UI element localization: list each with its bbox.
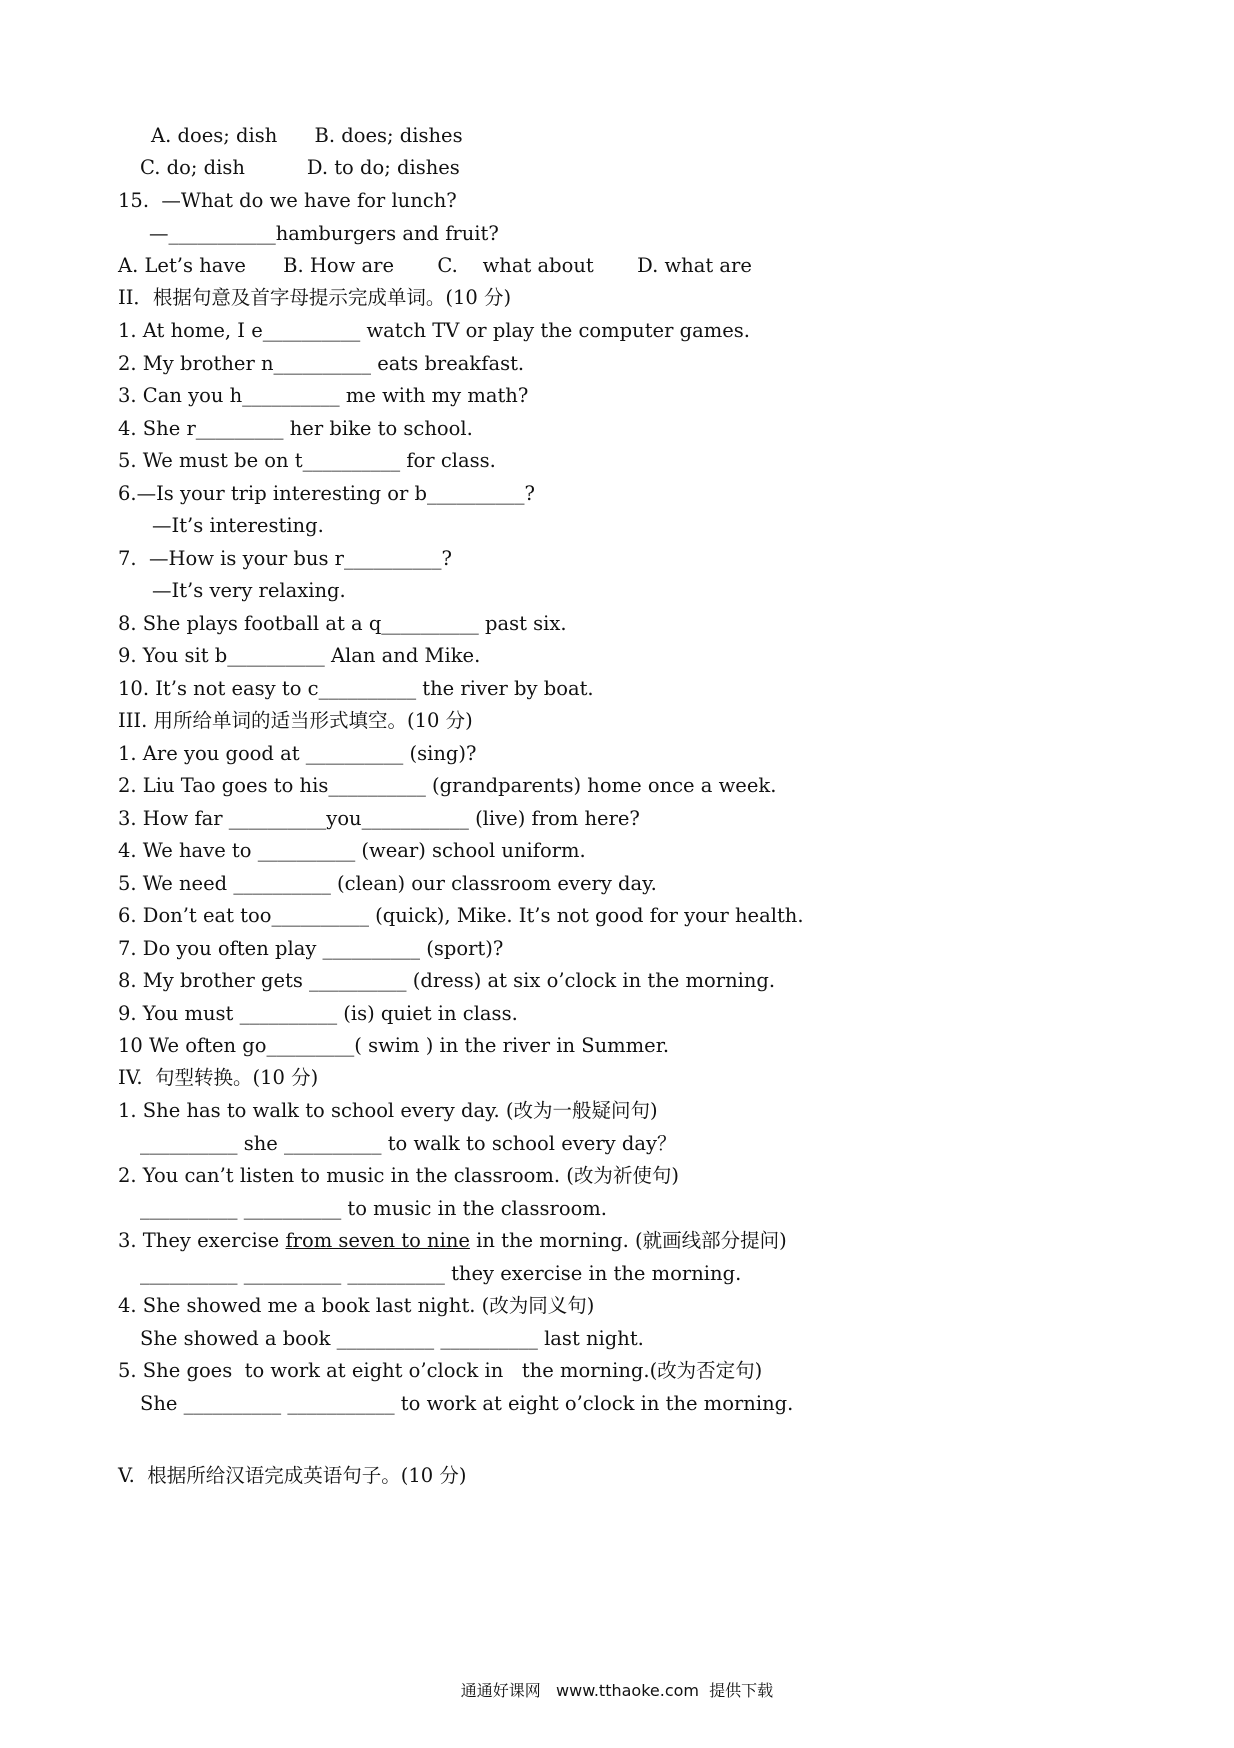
q15-answer: —___________hamburgers and fruit?: [149, 222, 499, 245]
section3-heading: III. 用所给单词的适当形式填空。(10 分): [118, 709, 473, 732]
section2-item-7-answer: —It’s very relaxing.: [152, 579, 346, 602]
q15-options: A. Let’s have B. How are C. what about D. what are: [118, 254, 752, 277]
section4-q2: 2. You can’t listen to music in the classroom. (改为祈使句): [118, 1164, 679, 1187]
section2-heading: II．根据句意及首字母提示完成单词。(10 分): [118, 286, 512, 309]
section3-item-1: 1. Are you good at __________ (sing)?: [118, 742, 477, 765]
section2-item-9: 9. You sit b__________ Alan and Mike.: [118, 644, 481, 667]
section3-item-10: 10 We often go_________( swim ) in the river in Summer.: [118, 1034, 670, 1057]
section4-q3-suffix: in the morning. (就画线部分提问): [469, 1229, 787, 1252]
section4-q5: 5. She goes to work at eight o’clock in the morning.(改为否定句): [118, 1359, 763, 1382]
section4-heading: IV. 句型转换。(10 分): [118, 1066, 319, 1089]
section4-q3: [118, 1231, 787, 1251]
section4-q1-answer: __________ she __________ to walk to school every day？: [140, 1132, 677, 1155]
section2-item-6-answer: —It’s interesting.: [152, 514, 324, 537]
section2-item-2: 2. My brother n__________ eats breakfast.: [118, 352, 525, 375]
section3-item-2: 2. Liu Tao goes to his__________ (grandparents) home once a week.: [118, 774, 777, 797]
section2-item-7: 7. —How is your bus r__________?: [118, 547, 452, 570]
section3-item-6: 6. Don’t eat too__________ (quick), Mike. It’s not good for your health.: [118, 904, 804, 927]
section4-q1: 1. She has to walk to school every day. (改为一般疑问句): [118, 1099, 658, 1122]
section2-item-8: 8. She plays football at a q__________ past six.: [118, 612, 567, 635]
section3-item-5: 5. We need __________ (clean) our classroom every day.: [118, 872, 657, 895]
section2-item-4: 4. She r_________ her bike to school.: [118, 417, 473, 440]
section5-heading: V. 根据所给汉语完成英语句子。(10 分): [118, 1464, 467, 1487]
section4-q2-answer: __________ __________ to music in the classroom.: [140, 1197, 608, 1220]
section3-item-9: 9. You must __________ (is) quiet in class.: [118, 1002, 518, 1025]
q15-question: 15. —What do we have for lunch?: [118, 189, 457, 212]
section4-q5-answer: She __________ ___________ to work at eight o’clock in the morning.: [140, 1392, 794, 1415]
section4-q4-answer: She showed a book __________ __________ last night.: [140, 1327, 644, 1350]
page-footer: 通通好课网 www.tthaoke.com 提供下载: [460, 1681, 774, 1700]
section2-item-5: 5. We must be on t__________ for class.: [118, 449, 496, 472]
section3-item-3: 3. How far __________you___________ (live) from here?: [118, 807, 640, 830]
section2-item-6: 6.—Is your trip interesting or b__________?: [118, 482, 535, 505]
section4-q3-answer: __________ __________ __________ they exercise in the morning.: [140, 1262, 742, 1285]
q14-options-cd: C. do; dish D. to do; dishes: [140, 156, 460, 179]
section2-item-3: 3. Can you h__________ me with my math?: [118, 384, 529, 407]
section4-q3-prefix: 3. They exercise: [118, 1229, 286, 1252]
q14-options-ab: A. does; dish B. does; dishes: [151, 124, 463, 147]
section2-item-10: 10. It’s not easy to c__________ the river by boat.: [118, 677, 594, 700]
section3-item-8: 8. My brother gets __________ (dress) at six o’clock in the morning.: [118, 969, 776, 992]
section3-item-4: 4. We have to __________ (wear) school uniform.: [118, 839, 586, 862]
section4-q3-underlined: from seven to nine: [285, 1229, 470, 1252]
section4-q4: 4. She showed me a book last night. (改为同义句): [118, 1294, 595, 1317]
section2-item-1: 1. At home, I e__________ watch TV or play the computer games.: [118, 319, 750, 342]
section3-item-7: 7. Do you often play __________ (sport)?: [118, 937, 504, 960]
